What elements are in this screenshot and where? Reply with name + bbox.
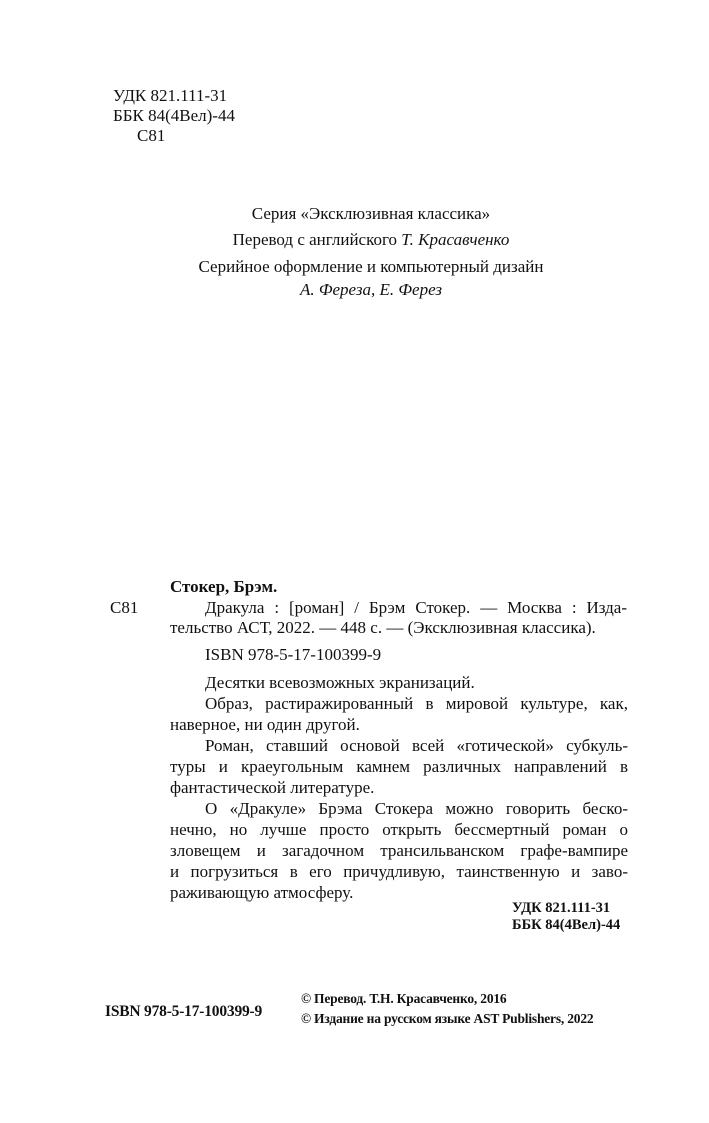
annotation-line: фантастической литературе. bbox=[170, 778, 375, 797]
annotation-line: зловещем и загадочном трансильванском графе-вампире bbox=[170, 841, 628, 860]
copyright-line: © Перевод. Т.Н. Красавченко, 2016 bbox=[301, 991, 507, 1006]
bottom-classification-block bbox=[512, 900, 620, 934]
bbk-code-bottom: ББК 84(4Вел)-44 bbox=[512, 917, 621, 933]
author-sign: С81 bbox=[137, 126, 166, 145]
annotation-line: О «Дракуле» Брэма Стокера можно говорить беско- bbox=[205, 799, 628, 818]
annotation-line: и погрузиться в его причудливую, таинственную и заво- bbox=[170, 862, 628, 881]
annotation-block bbox=[170, 672, 628, 903]
annotation-line: Образ, растиражированный в мировой культуре, как, bbox=[205, 694, 628, 713]
udk-code: УДК 821.111-31 bbox=[113, 86, 228, 105]
bbk-code: ББК 84(4Вел)-44 bbox=[113, 106, 235, 125]
footer-copyright-block bbox=[301, 989, 593, 1029]
design-credit: Серийное оформление и компьютерный дизайн bbox=[198, 257, 544, 276]
annotation-line: Роман, ставший основой всей «готической» субкуль- bbox=[205, 736, 628, 755]
udk-code-bottom: УДК 821.111-31 bbox=[512, 900, 611, 916]
series-title: Серия «Эксклюзивная классика» bbox=[251, 204, 491, 223]
footer-isbn: ISBN 978-5-17-100399-9 bbox=[105, 1003, 263, 1020]
translator-name: Т. Красавченко bbox=[401, 230, 510, 249]
copyright-line: © Издание на русском языке AST Publishers, 2022 bbox=[301, 1011, 594, 1026]
catalog-record-line: тельство АСТ, 2022. — 448 с. — (Эксклюзивная классика). bbox=[170, 618, 596, 637]
series-credits-block bbox=[115, 203, 627, 301]
annotation-line: Десятки всевозможных экранизаций. bbox=[205, 673, 475, 692]
annotation-line: наверное, ни один другой. bbox=[170, 715, 360, 734]
catalog-author: Стокер, Брэм. bbox=[170, 577, 278, 596]
annotation-line: раживающую атмосферу. bbox=[170, 883, 354, 902]
catalog-isbn: ISBN 978-5-17-100399-9 bbox=[205, 645, 382, 664]
annotation-line: нечно, но лучше просто открыть бессмертный роман о bbox=[170, 820, 628, 839]
designers-names: А. Фереза, Е. Ферез bbox=[299, 280, 443, 299]
translation-credit-prefix: Перевод с английского bbox=[232, 230, 402, 249]
translation-credit bbox=[115, 229, 627, 251]
annotation-line: туры и краеугольным камнем различных направлений в bbox=[170, 757, 628, 776]
catalog-author-sign: С81 bbox=[110, 598, 139, 617]
catalog-record bbox=[170, 598, 627, 638]
catalog-record-line: Дракула : [роман] / Брэм Стокер. — Москва : Изда- bbox=[205, 598, 627, 617]
top-classification-block bbox=[113, 86, 235, 146]
